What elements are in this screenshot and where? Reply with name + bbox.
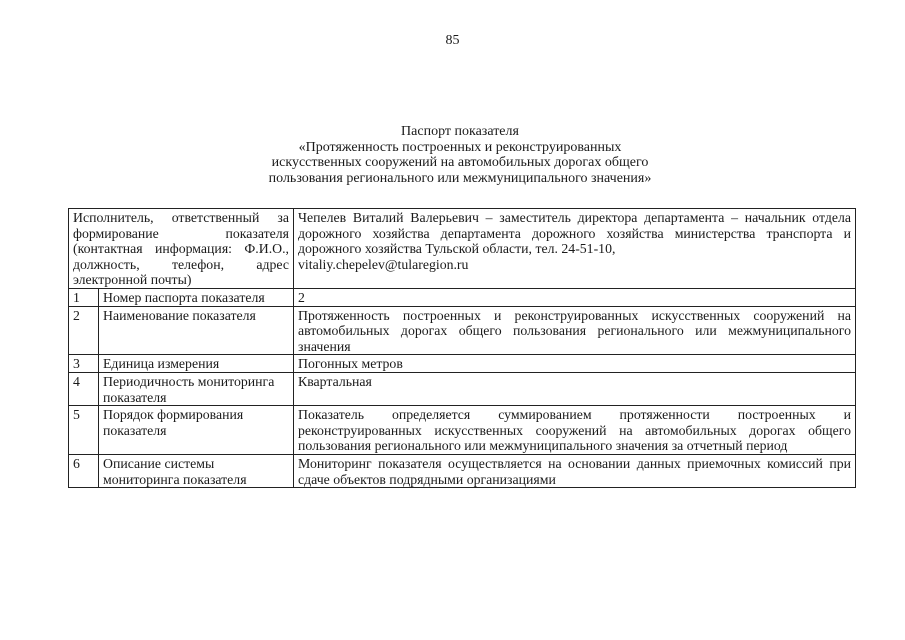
- row-number: 5: [69, 406, 99, 455]
- title-line-4: пользования регионального или межмуниципального значения»: [268, 170, 652, 186]
- responsible-email: vitaliy.chepelev@tularegion.ru: [298, 256, 469, 272]
- responsible-label: Исполнитель, ответственный за формирование показателя (контактная информация: Ф.И.О., должность, телефон, адрес электронной почты): [69, 209, 294, 289]
- table-row-responsible: [69, 209, 856, 289]
- passport-title: [200, 124, 720, 186]
- row-value: Погонных метров: [294, 355, 856, 373]
- responsible-value: Чепелев Виталий Валерьевич – заместитель директора департамента – начальник отдела дорожного хозяйства департамента дорожного хозяйства министерства транспорта и дорожного хозяйства Тульской области, тел. 24-51-10,: [298, 210, 851, 257]
- row-label: Единица измерения: [99, 355, 294, 373]
- title-line-3: искусственных сооружений на автомобильных дорогах общего: [271, 155, 649, 171]
- page-number: 85: [445, 33, 460, 48]
- table-row: [69, 288, 856, 306]
- row-number: 3: [69, 355, 99, 373]
- table-row: [69, 406, 856, 455]
- responsible-value-cell: [294, 209, 856, 289]
- row-number: 1: [69, 288, 99, 306]
- table-row: [69, 454, 856, 487]
- row-label: Порядок формирования показателя: [99, 406, 294, 455]
- row-value: Протяженность построенных и реконструированных искусственных сооружений на автомобильных дорогах общего пользования регионального или межмуниципального значения: [294, 306, 856, 355]
- row-number: 4: [69, 372, 99, 405]
- table-row: [69, 355, 856, 373]
- title-line-2: «Протяженность построенных и реконструированных: [298, 139, 622, 155]
- table-row: [69, 372, 856, 405]
- row-value: 2: [294, 288, 856, 306]
- row-number: 2: [69, 306, 99, 355]
- table-row: [69, 306, 856, 355]
- row-label: Номер паспорта показателя: [99, 288, 294, 306]
- row-number: 6: [69, 454, 99, 487]
- row-value: Мониторинг показателя осуществляется на основании данных приемочных комиссий при сдаче объектов подрядными организациями: [294, 454, 856, 487]
- row-label: Периодичность мониторинга показателя: [99, 372, 294, 405]
- row-label: Описание системы мониторинга показателя: [99, 454, 294, 487]
- row-value: Показатель определяется суммированием протяженности построенных и реконструированных искусственных сооружений на автомобильных дорогах общего пользования регионального или межмуниципального значения за отчетный период: [294, 406, 856, 455]
- row-value: Квартальная: [294, 372, 856, 405]
- title-line-1: Паспорт показателя: [401, 124, 519, 139]
- passport-table: [68, 208, 856, 488]
- row-label: Наименование показателя: [99, 306, 294, 355]
